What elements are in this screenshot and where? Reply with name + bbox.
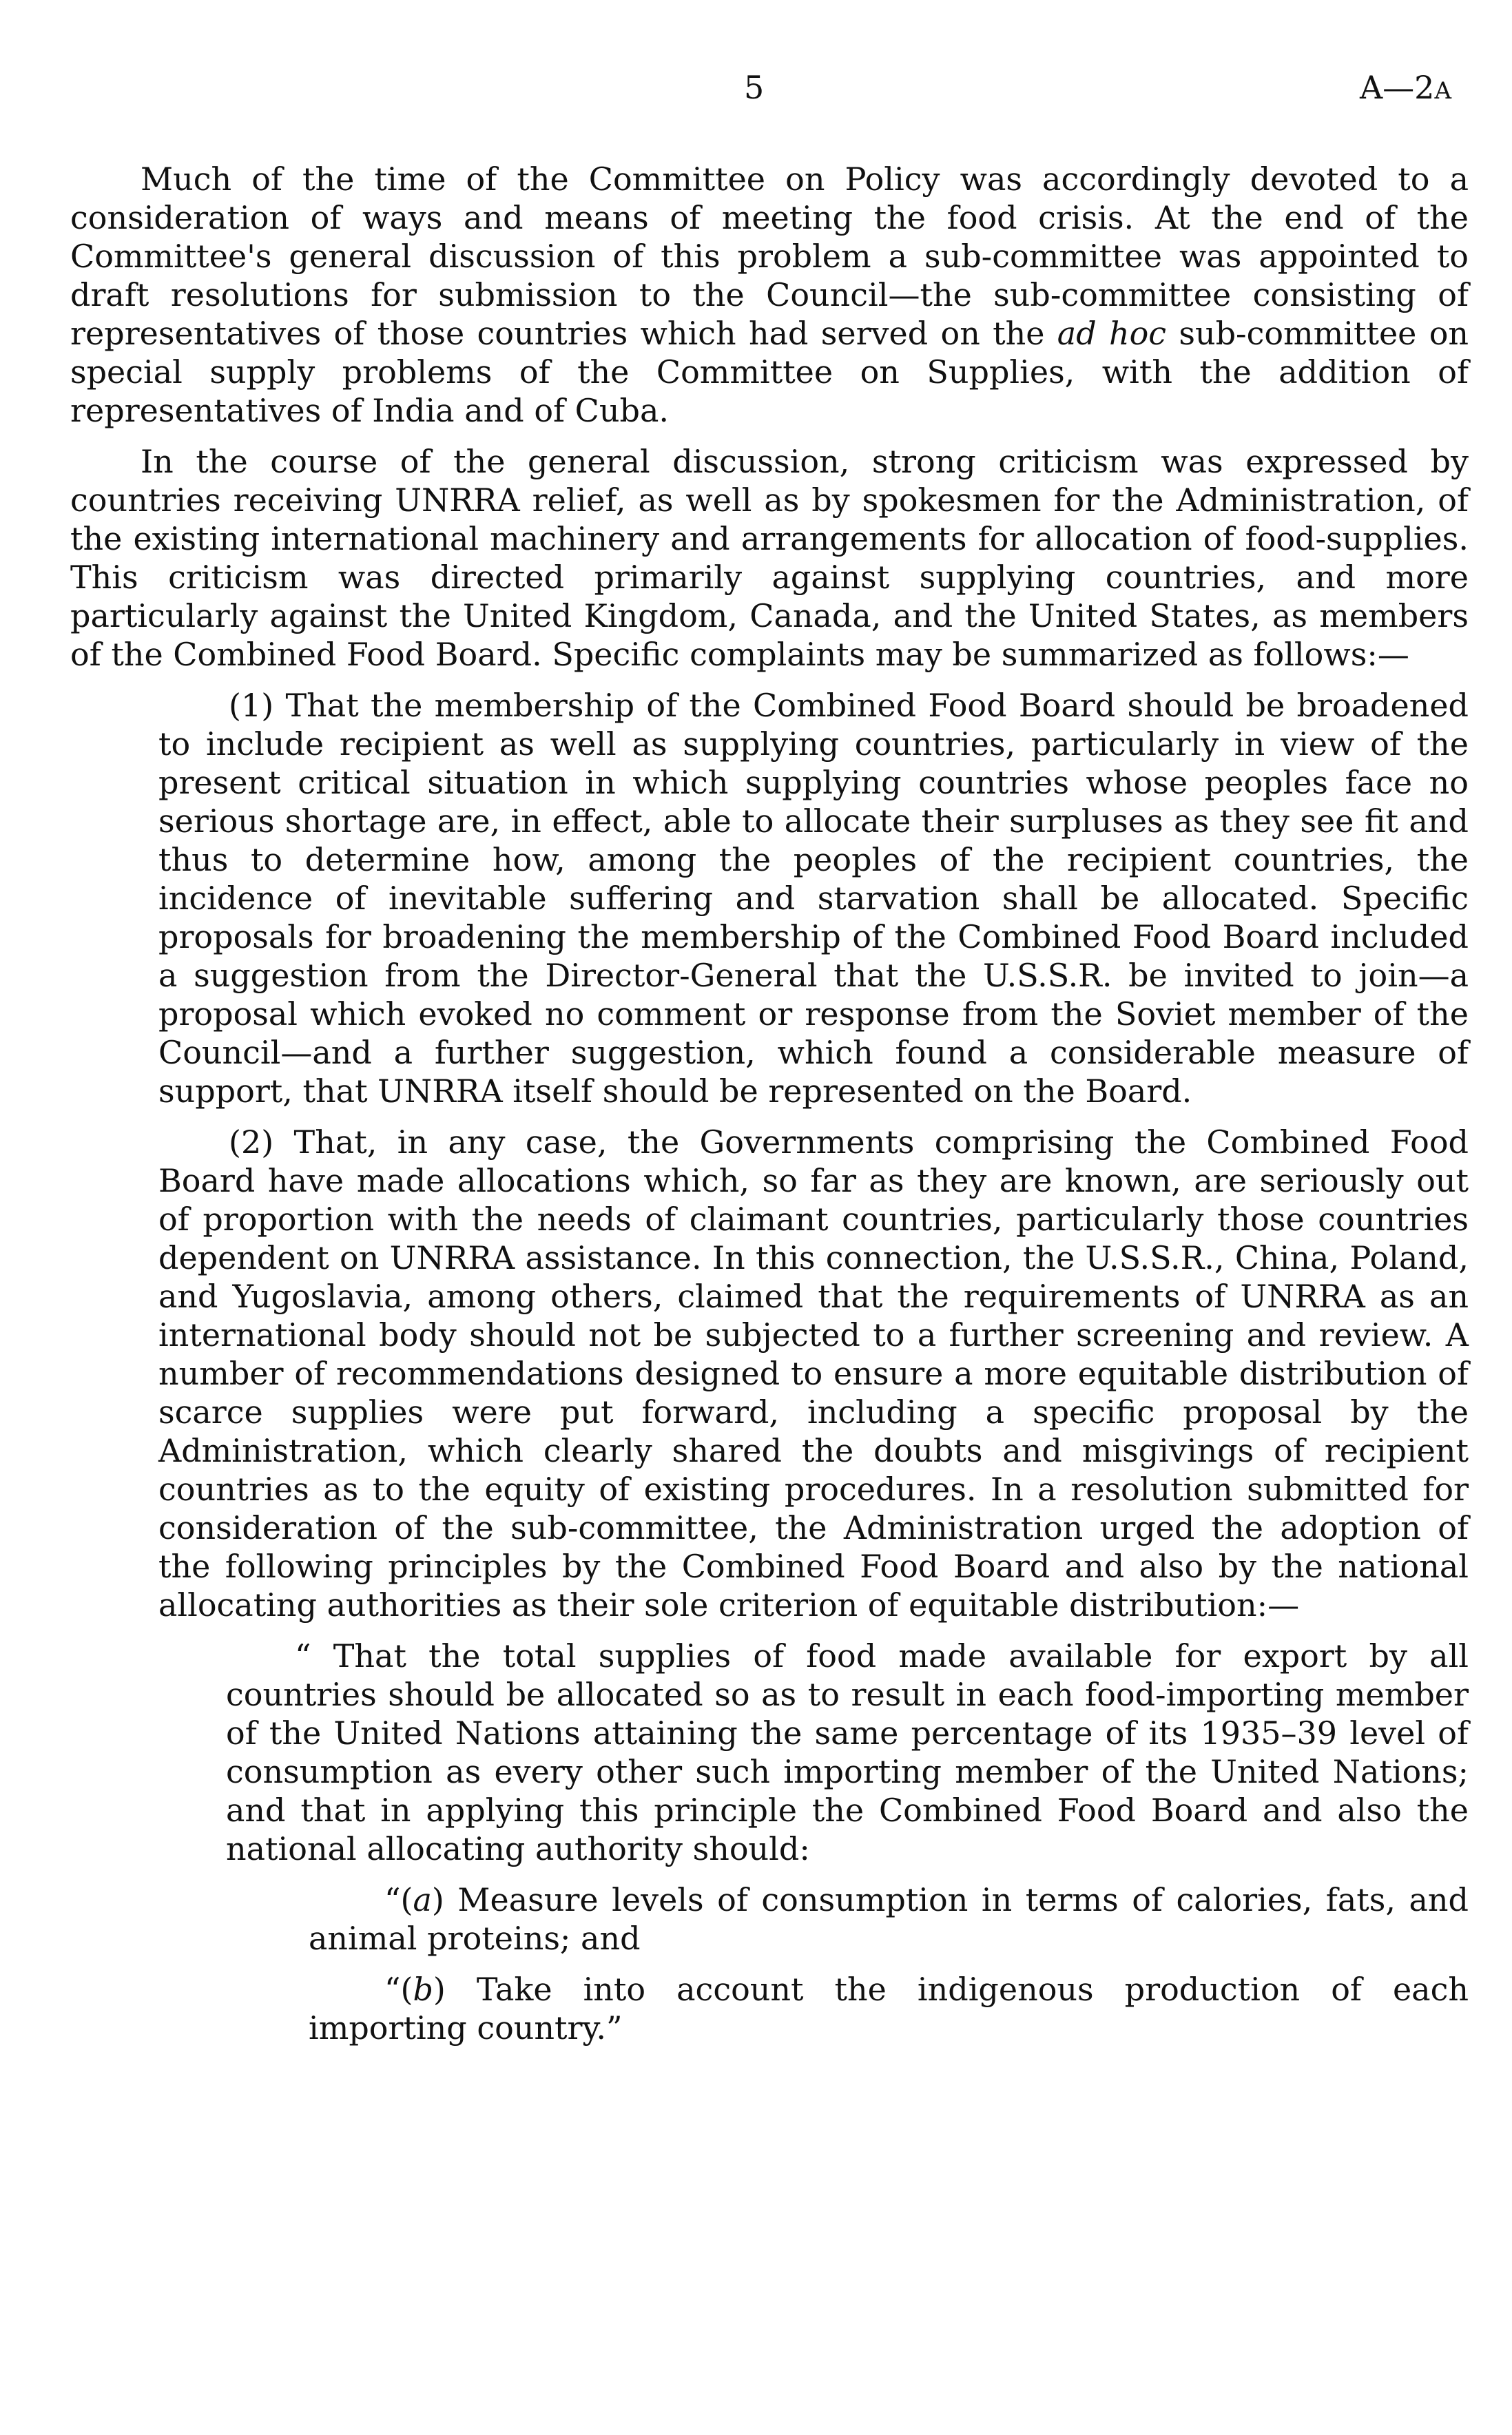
paragraph-text: Much of the time of the Committee on Policy was accordingly devoted to a consideration of ways and means of meeting the food crisis. At the end of the Committee's general discussion of this problem a sub-committee was appointed to draft resolutions for submission to the Council—the sub-committee consisting of representatives of those countries which had served on the [70, 160, 1469, 352]
subclause-letter: a [413, 1881, 432, 1918]
document-reference-prefix: A—2 [1359, 69, 1435, 106]
resolution-subclause-a [309, 1880, 1469, 1958]
document-reference [1360, 69, 1451, 106]
resolution-quote: “ That the total supplies of food made available for export by all countries should be allocated so as to result in each food-importing member of the United Nations attaining the same percentage of its 1935–39 level of consumption as every other such importing member of the United Nations; and that in applying this principle the Combined Food Board and also the national allocating authority should: [226, 1637, 1469, 1867]
page-number: 5 [744, 69, 765, 106]
paragraph-committee-policy [70, 160, 1469, 430]
latin-term: ad hoc [1057, 315, 1167, 352]
subclause-letter: b [413, 1971, 433, 2008]
subclause-text: ) Measure levels of consumption in terms of calories, fats, and animal proteins; and [309, 1881, 1469, 1957]
document-reference-suffix: A [1434, 77, 1451, 105]
document-body [70, 160, 1469, 2060]
paragraph-general-discussion: In the course of the general discussion, strong criticism was expressed by countries receiving UNRRA relief, as well as by spokesmen for the Administration, of the existing international machinery and arrangements for allocation of food-supplies. This criticism was directed primarily against supplying countries, and more particularly against the United Kingdom, Canada, and the United States, as members of the Combined Food Board. Specific complaints may be summarized as follows:— [70, 443, 1469, 673]
resolution-subclause-b [309, 1970, 1469, 2047]
subclause-open: “( [384, 1971, 413, 2008]
paragraph-text: sub-committee on special supply problems of the Committee on Supplies, with the addition of representatives of India and of Cuba. [70, 315, 1469, 429]
complaint-item-1: (1) That the membership of the Combined Food Board should be broadened to include recipient as well as supplying countries, particularly in view of the present critical situation in which supplying countries whose peoples face no serious shortage are, in effect, able to allocate their surpluses as they see fit and thus to determine how, among the peoples of the recipient countries, the incidence of inevitable suffering and starvation shall be allocated. Specific proposals for broadening the membership of the Combined Food Board included a suggestion from the Director-General that the U.S.S.R. be invited to join—a proposal which evoked no comment or response from the Soviet member of the Council—and a further suggestion, which found a considerable measure of support, that UNRRA itself should be represented on the Board. [158, 687, 1469, 1110]
page-header [0, 69, 1512, 110]
subclause-open: “( [384, 1881, 413, 1918]
complaint-item-2: (2) That, in any case, the Governments comprising the Combined Food Board have made allocations which, so far as they are known, are seriously out of proportion with the needs of claimant countries, particularly those countries dependent on UNRRA assistance. In this connection, the U.S.S.R., China, Poland, and Yugoslavia, among others, claimed that the requirements of UNRRA as an international body should not be subjected to a further screening and review. A number of recommendations designed to ensure a more equitable distribution of scarce supplies were put forward, including a specific proposal by the Administration, which clearly shared the doubts and misgivings of recipient countries as to the equity of existing procedures. In a resolution submitted for consideration of the sub-committee, the Administration urged the adoption of the following principles by the Combined Food Board and also by the national allocating authorities as their sole criterion of equitable distribution:— [158, 1123, 1469, 1624]
subclause-text: ) Take into account the indigenous production of each importing country.” [309, 1971, 1469, 2047]
